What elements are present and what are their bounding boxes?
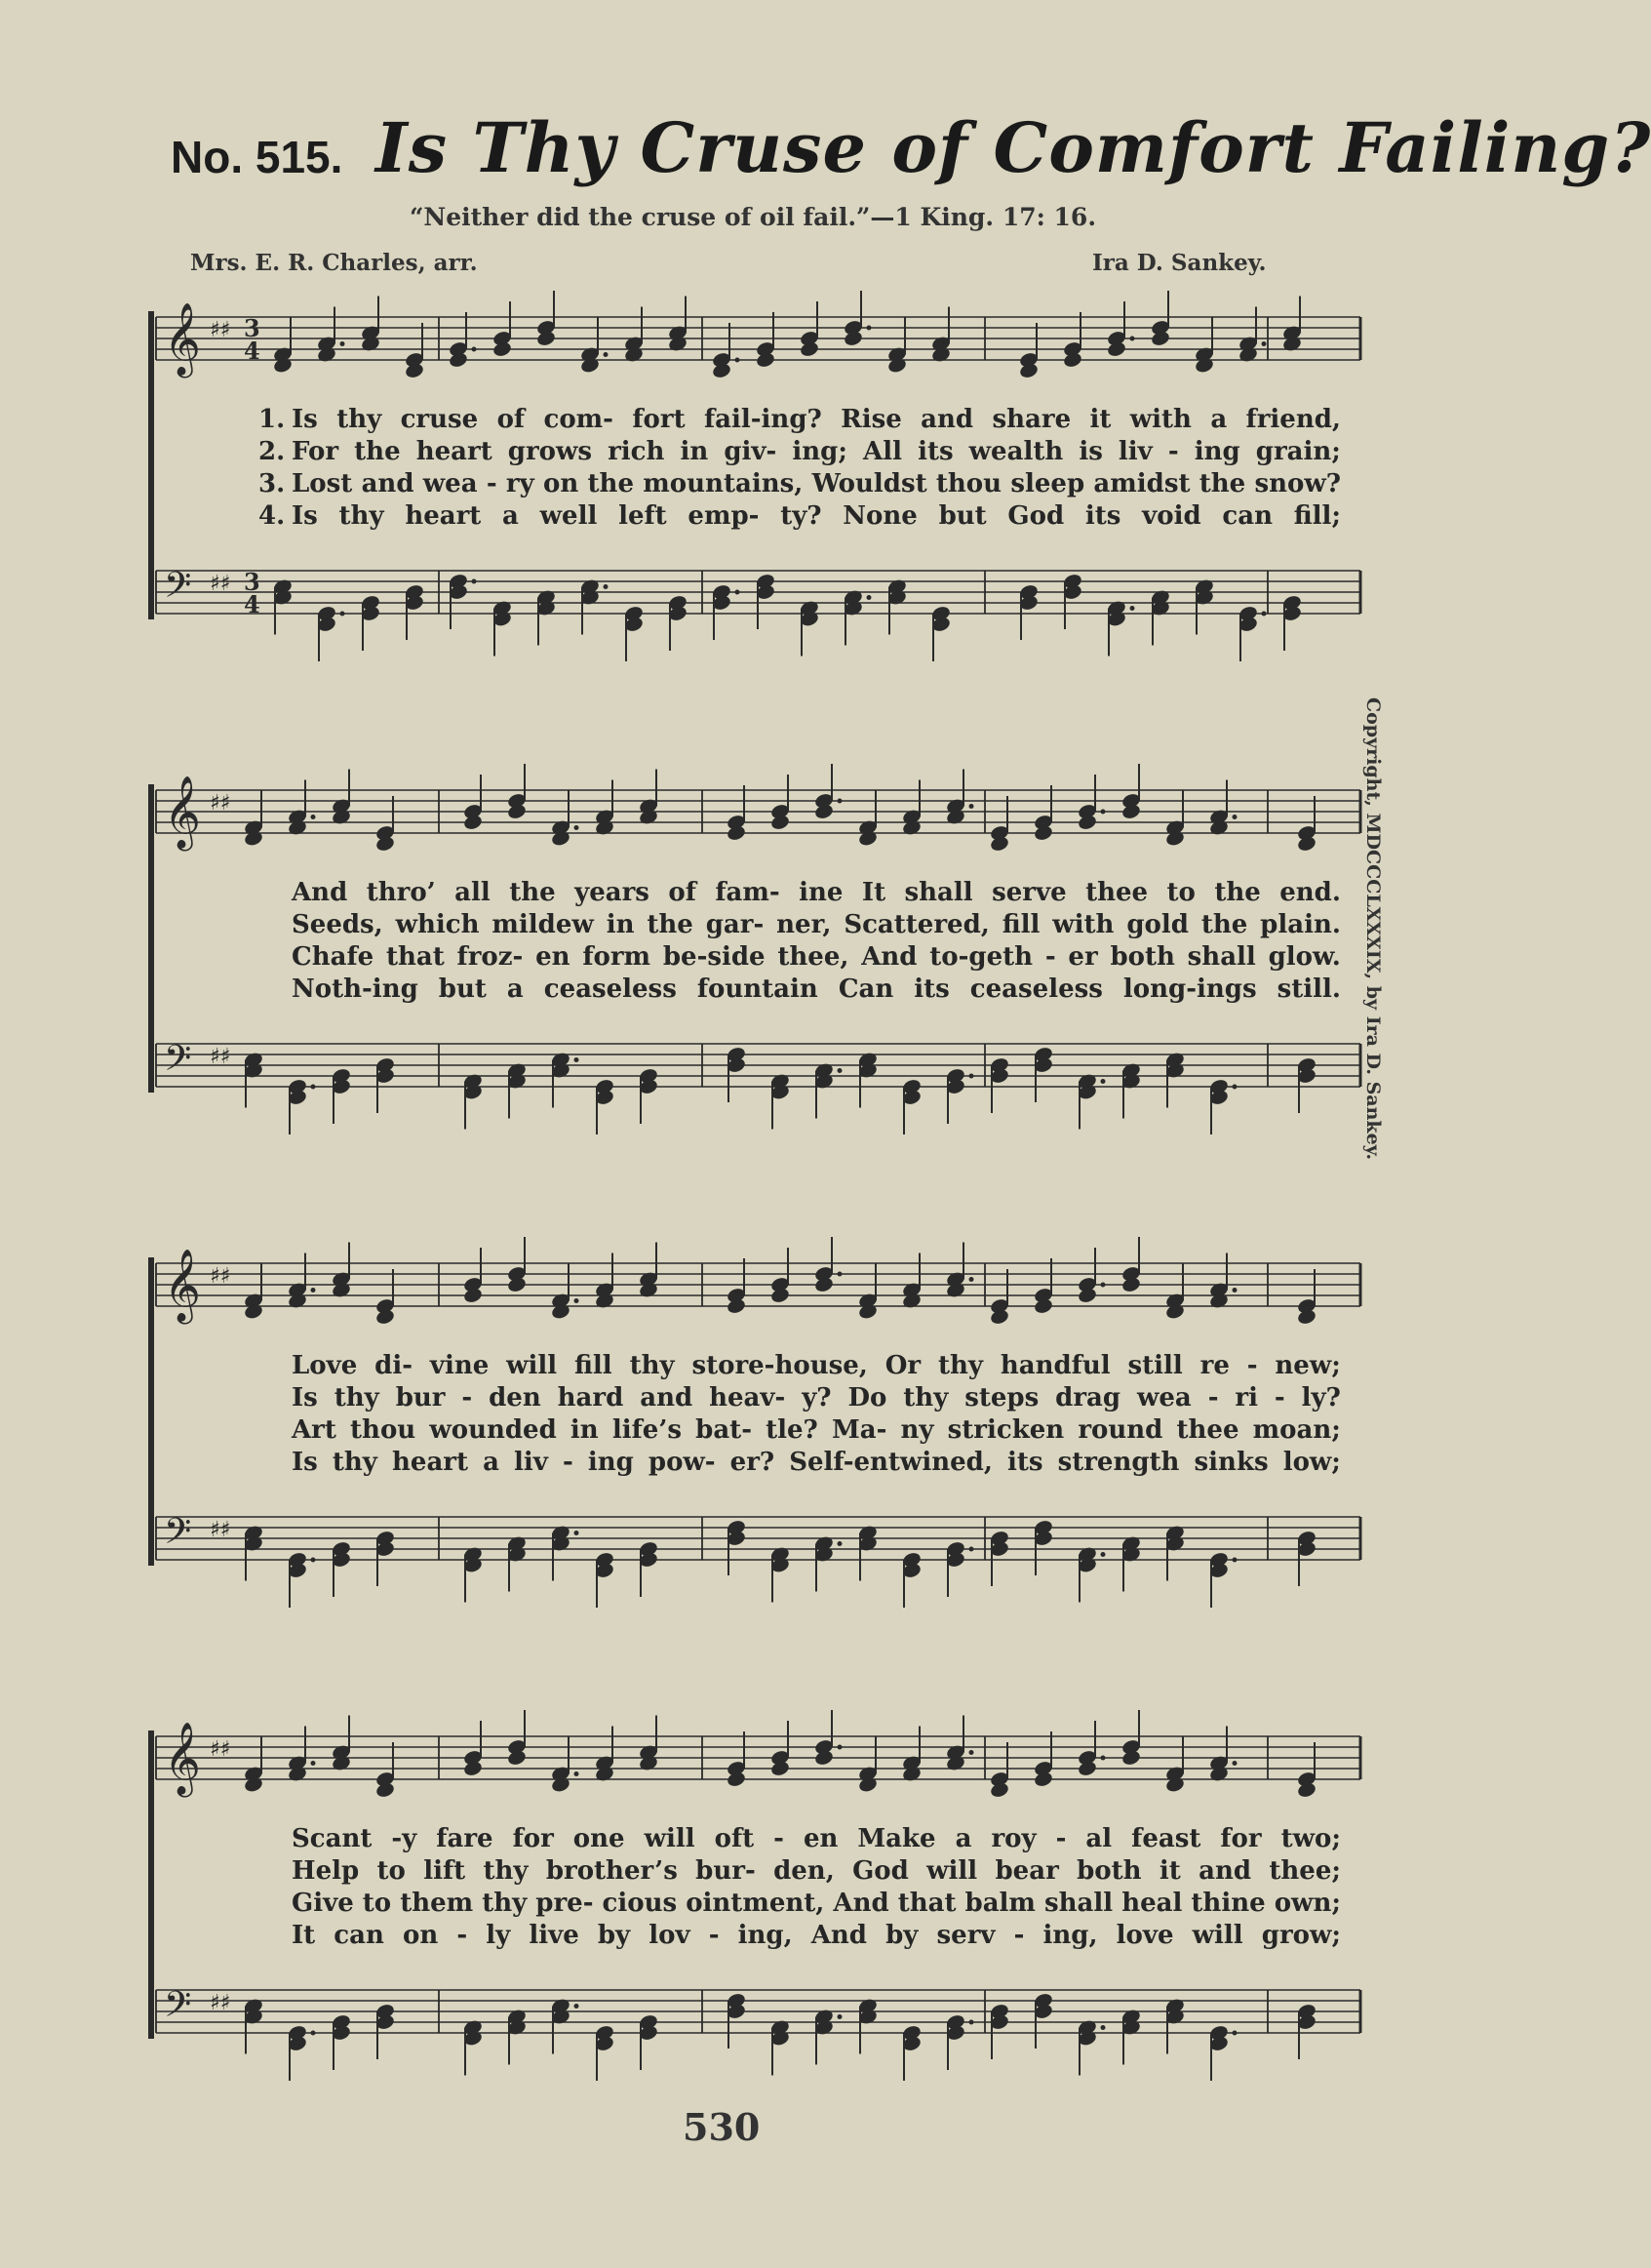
key-signature-icon: ♯♯ xyxy=(210,791,231,816)
treble-clef-icon: 𝄞 xyxy=(164,776,201,849)
music-system-4 xyxy=(146,1697,1375,2068)
verse-line: Is thy bur - den hard and heav- y? Do thy steps drag wea - ri - ly? xyxy=(292,1383,1341,1413)
bass-clef-icon: 𝄢 xyxy=(164,1984,192,2034)
verse-line: 4. Is thy heart a well left emp- ty? None but God its void can fill; xyxy=(258,501,1341,531)
verse-line: It can on - ly live by lov - ing, And by serv - ing, love will grow; xyxy=(292,1921,1341,1950)
key-signature-icon: ♯♯ xyxy=(210,1737,231,1762)
key-signature-icon: ♯♯ xyxy=(210,1991,231,2015)
time-signature-denominator: 4 xyxy=(244,337,260,365)
verse-line: And thro’ all the years of fam- ine It shall serve thee to the end. xyxy=(292,878,1341,907)
hymn-number: No. 515. xyxy=(171,132,343,182)
verse-line: Chafe that froz- en form be-side thee, And to-geth - er both shall glow. xyxy=(292,942,1341,972)
time-signature-denominator: 4 xyxy=(244,590,260,618)
words-credit: Mrs. E. R. Charles, arr. xyxy=(190,250,478,276)
music-credit: Ira D. Sankey. xyxy=(1092,250,1267,276)
music-system-3 xyxy=(146,1224,1375,1595)
verse-line: Scant -y fare for one will oft - en Make a roy - al feast for two; xyxy=(292,1824,1341,1853)
scripture-epigraph: “Neither did the cruse of oil fail.”—1 King. 17: 16. xyxy=(410,203,1097,231)
verse-line: Help to lift thy brother’s bur- den, God will bear both it and thee; xyxy=(292,1856,1341,1886)
verse-line: 2. For the heart grows rich in giv- ing; All its wealth is liv - ing grain; xyxy=(258,437,1341,466)
verse-block xyxy=(258,405,1341,534)
hymn-title: Is Thy Cruse of Comfort Failing? xyxy=(375,107,1651,188)
copyright-notice: Copyright, MDCCCLXXXIX, by Ira D. Sankey. xyxy=(1362,697,1384,1161)
music-system-2 xyxy=(146,751,1375,1122)
bass-clef-icon: 𝄢 xyxy=(164,1511,192,1561)
bass-clef-icon: 𝄢 xyxy=(164,1038,192,1088)
time-signature-numerator: 3 xyxy=(244,314,260,342)
treble-clef-icon: 𝄞 xyxy=(164,1723,201,1795)
key-signature-icon: ♯♯ xyxy=(210,1045,231,1069)
page-number: 530 xyxy=(683,2105,761,2149)
verse-line: Art thou wounded in life’s bat- tle? Ma- ny stricken round thee moan; xyxy=(292,1415,1341,1445)
treble-clef-icon: 𝄞 xyxy=(164,303,201,376)
verse-block xyxy=(258,1824,1341,1953)
key-signature-icon: ♯♯ xyxy=(210,318,231,342)
time-signature-numerator: 3 xyxy=(244,568,260,596)
verse-block xyxy=(258,1351,1341,1480)
key-signature-icon: ♯♯ xyxy=(210,1264,231,1289)
verse-block xyxy=(258,878,1341,1007)
verse-line: Is thy heart a liv - ing pow- er? Self-entwined, its strength sinks low; xyxy=(292,1448,1341,1477)
verse-line: 1. Is thy cruse of com- fort fail-ing? Rise and share it with a friend, xyxy=(258,405,1341,434)
verse-line: Love di- vine will fill thy store-house, Or thy handful still re - new; xyxy=(292,1351,1341,1380)
verse-line: Noth-ing but a ceaseless fountain Can its ceaseless long-ings still. xyxy=(292,975,1341,1004)
verse-line: 3. Lost and wea - ry on the mountains, Wouldst thou sleep amidst the snow? xyxy=(258,469,1341,498)
key-signature-icon: ♯♯ xyxy=(210,1518,231,1542)
bass-clef-icon: 𝄢 xyxy=(164,565,192,615)
verse-line: Seeds, which mildew in the gar- ner, Scattered, fill with gold the plain. xyxy=(292,910,1341,939)
verse-line: Give to them thy pre- cious ointment, And that balm shall heal thine own; xyxy=(292,1889,1341,1918)
key-signature-icon: ♯♯ xyxy=(210,572,231,596)
treble-clef-icon: 𝄞 xyxy=(164,1250,201,1322)
music-system-1 xyxy=(146,278,1375,649)
